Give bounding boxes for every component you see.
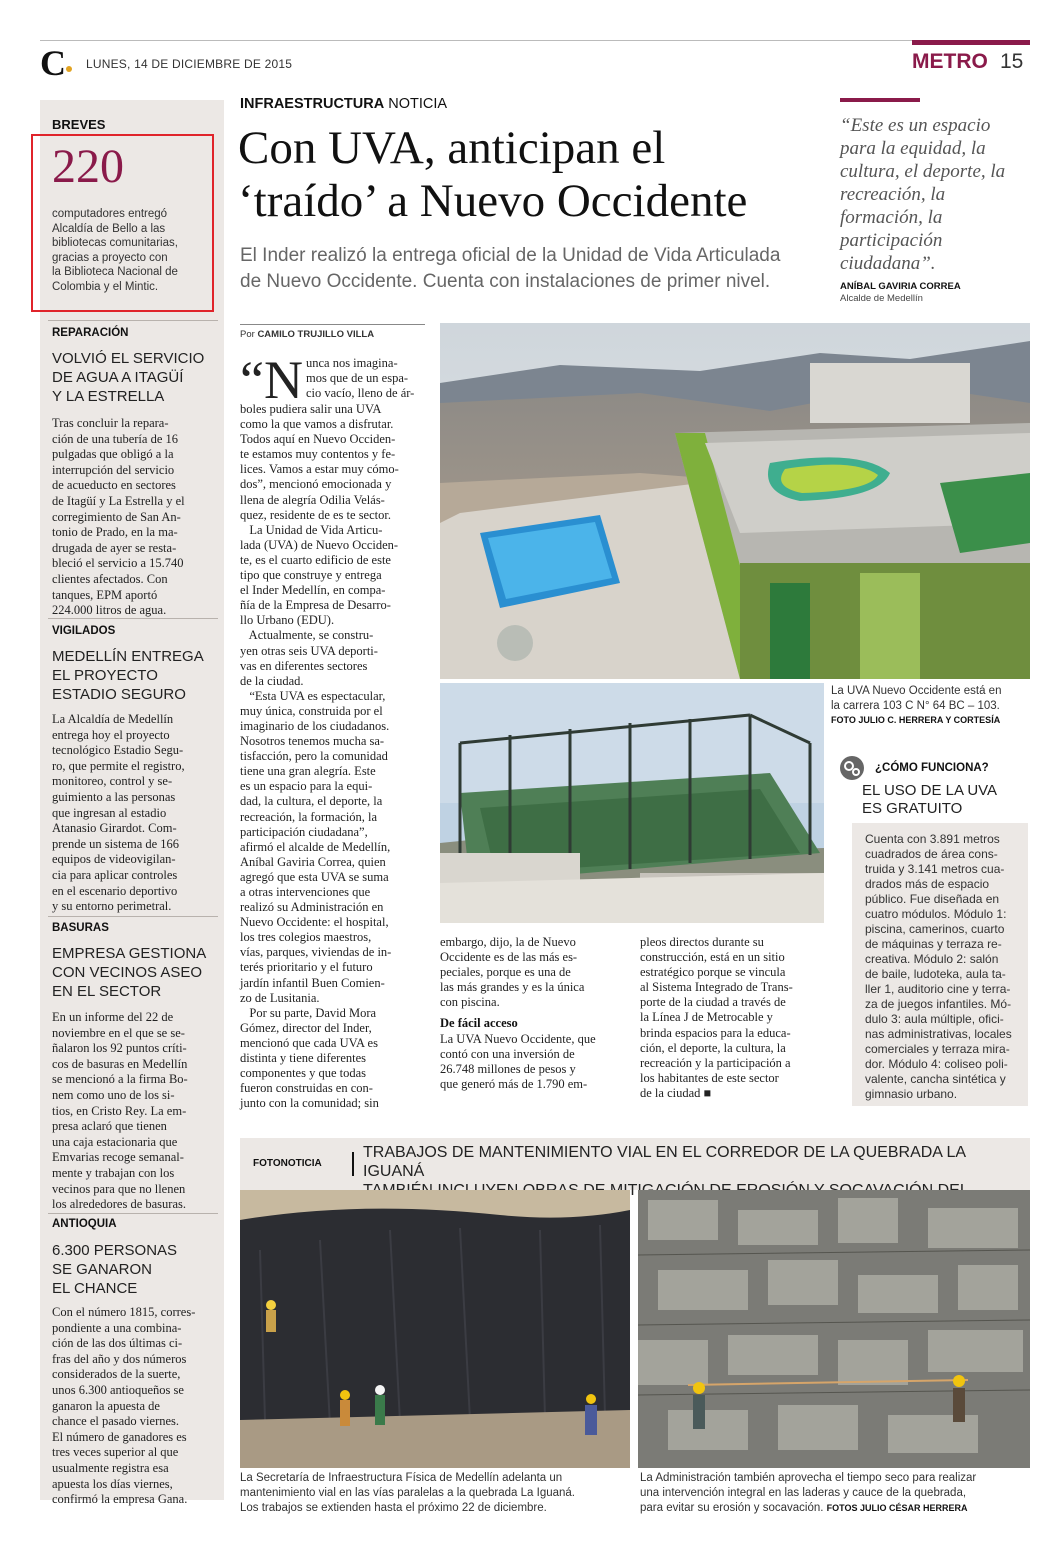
article-line: lices. Vamos a estar muy cómo-	[240, 462, 399, 477]
article-line: dad, la cultura, el deporte, la	[240, 794, 383, 809]
article-line: recreación, la formación, la	[240, 809, 378, 824]
fotonoticia-caption-left: La Secretaría de Infraestructura Física de Medellín adelanta un mantenimiento vial en las vías paralelas a la quebrada La Iguaná. Los trabajos se extienden hasta el próximo 22 de diciembre.	[240, 1472, 575, 1514]
article-column-2: embargo, dijo, la de Nuevo Occidente es de las más es- peciales, porque es una de las más grandes y es la única con piscina. De fácil acceso La UVA Nuevo Occidente, que contó con una inversión de 26.748 millones de pesos y que generó más de 1.790 em-	[440, 935, 625, 1092]
sidebar-item-label: VIGILADOS	[52, 625, 116, 637]
article-line: lada (UVA) de Nuevo Occiden-	[240, 537, 399, 552]
sidebar-item-headline: MEDELLÍN ENTREGA EL PROYECTO ESTADIO SEGURO	[52, 648, 204, 703]
article-line: Nuevo Occidente: el hospital,	[240, 915, 389, 930]
sidebar-item-label: REPARACIÓN	[52, 327, 129, 339]
uva-field-photo	[440, 683, 824, 923]
sidebar-item-body: La Alcaldía de Medellín entrega hoy el proyecto tecnológico Estadio Segu- ro, que permite el registro, monitoreo, control y se- guimiento a las personas que ingresan al estadio Atanasio Girardot. Com- prende un sistema de 166 equipos de videovigilan- cia para aplicar controles en el escenario deportivo y su entorno perimetral.	[52, 712, 185, 914]
sidebar-item-body: Tras concluir la repara- ción de una tubería de 16 pulgadas que obligó a la interrupción del servicio de acueducto en sectores de Itagüí y La Estrella y el corregimiento de San An- tonio de Prado, en la ma- drugada de ayer se resta- bleció el servicio a 15.740 clientes afectados. Con tanques, EPM aportó 224.000 litros de agua.	[52, 416, 185, 618]
article-line: boles pudiera salir una UVA	[240, 402, 382, 416]
article-line: llo Urbano (EDU).	[240, 613, 335, 628]
sidebar-rule	[48, 1213, 218, 1214]
article-line: Nosotros tenemos mucha sa-	[240, 734, 385, 749]
article-line: junto con la comunidad; sin	[240, 1096, 379, 1111]
article-line: agregó que esta UVA se suma	[240, 869, 389, 884]
sidebar-item-label: BASURAS	[52, 922, 109, 934]
article-column-1: “N unca nos imagina- mos que de un espa- cio vacío, lleno de ár- boles pudiera salir una UVA como la que vamos a disfrutar. Todos aquí en Nuevo Occiden- te estamos muy contentos y fe- lices. Vamos a estar muy cómo- dos”, mencionó emocionada y llena de alegría Odilia Velás- quez, residente de es te sector. La Unidad de Vida Articu- lada (UVA) de Nuevo Occiden- te, es el cuarto edificio de este tipo que construye y entrega el Inder Medellín, en compa- ñía de la Empresa de Desarro- llo Urbano (EDU). Actualmente, se constru- yen otras seis UVA deporti- vas en diferentes sectores de la ciudad. “Esta UVA es espectacular, muy única, construida por el imaginario de los ciudadanos. Nosotros tenemos mucha sa- tisfacción, pero la comunidad tiene una gran alegría. Este es un espacio para la equi- dad, la cultura, el deporte, la recreación, la formación, la participación ciudadana”, afirmó el alcalde de Medellín, Aníbal Gaviria Correa, quien agregó que esta UVA se suma a otras intervenciones que realizó su Administración en Nuevo Occidente: el hospital, los tres colegios maestros, vías, parques, viviendas de in- terés prioritario y el futuro jardín infantil Buen Comien- zo de Lusitania. Por su parte, David Mora Gómez, director del Inder, mencionó que cada UVA es distinta y tiene diferentes componentes y que todas fueron construidas en con- junto con la comunidad; sin	[240, 356, 425, 1111]
fotonoticia-caption-right: La Administración también aprovecha el tiempo seco para realizar una intervención integral en las laderas y cauce de la quebrada, para evitar su erosión y socavación. FOTOS JULIO CÉSAR HERRERA	[640, 1472, 977, 1514]
erosion-work-photo-left	[240, 1190, 630, 1468]
logo-dot	[66, 66, 72, 72]
article-line: Todos aquí en Nuevo Occiden-	[240, 432, 396, 447]
article-line: tipo que construye y entrega	[240, 568, 382, 583]
sidebar-rule	[48, 618, 218, 619]
article-line: afirmó el alcalde de Medellín,	[240, 839, 391, 854]
quote-bar	[840, 98, 920, 102]
section-bar	[912, 40, 1030, 45]
page-number: 15	[1000, 50, 1024, 73]
section-name: METRO	[912, 50, 988, 73]
article-line: Gómez, director del Inder,	[240, 1020, 372, 1035]
how-it-works-headline: EL USO DE LA UVA ES GRATUITO	[862, 782, 998, 817]
how-it-works-label: ¿CÓMO FUNCIONA?	[875, 762, 989, 774]
article-line: como la que vamos a disfrutar.	[240, 417, 394, 432]
article-line: terés prioritario y el futuro	[240, 960, 373, 975]
article-line: Por su parte, David Mora	[240, 1005, 377, 1020]
article-line: La Unidad de Vida Articu-	[240, 522, 383, 537]
article-line: a otras intervenciones que	[240, 885, 371, 899]
article-line: Actualmente, se constru-	[240, 628, 374, 643]
photo-caption: La UVA Nuevo Occidente está en la carrera 103 C N° 64 BC – 103.	[831, 685, 1002, 712]
quote-author: ANÍBAL GAVIRIA CORREA	[840, 281, 961, 292]
article-line: los tres colegios maestros,	[240, 930, 372, 945]
byline: Por CAMILO TRUJILLO VILLA	[240, 329, 375, 340]
article-line: distinta y tiene diferentes	[240, 1051, 367, 1066]
highlight-box	[31, 134, 214, 312]
article-line: muy única, construida por el	[240, 703, 383, 718]
article-line: “Esta UVA es espectacular,	[240, 688, 386, 703]
fotonoticia-credit: FOTOS JULIO CÉSAR HERRERA	[826, 1503, 968, 1513]
article-dek: El Inder realizó la entrega oficial de la Unidad de Vida Articulada de Nuevo Occidente. Cuenta con instalaciones de primer nivel.	[240, 245, 781, 292]
article-line: zo de Lusitania.	[240, 990, 320, 1005]
sidebar-item-headline: VOLVIÓ EL SERVICIO DE AGUA A ITAGÜÍ Y LA ESTRELLA	[52, 350, 205, 405]
gabion-wall-photo-right	[638, 1190, 1030, 1468]
article-line: participación ciudadana”,	[240, 824, 368, 839]
article-line: te estamos muy contentos y fe-	[240, 447, 396, 462]
photo-credit: FOTO JULIO C. HERRERA Y CORTESÍA	[831, 715, 1001, 725]
article-line: mencionó que cada UVA es	[240, 1035, 378, 1050]
sidebar-item-body: Con el número 1815, corres- pondiente a una combina- ción de las dos últimas ci- fras del año y dos números considerados de la suerte, unos 6.300 antioqueños se ganaron la apuesta de chance el pasado viernes. El número de ganadores es tres veces superior al que usualmente registra esa apuesta los días viernes, confirmó la empresa Gana.	[52, 1305, 196, 1507]
article-line: jardín infantil Buen Comien-	[240, 975, 385, 990]
article-line: tisfacción, pero la comunidad	[240, 749, 388, 764]
article-line: de la ciudad.	[240, 673, 304, 688]
article-line: el Inder Medellín, en compa-	[240, 583, 386, 598]
article-line: fueron construidas en con-	[240, 1081, 373, 1096]
stat-text: computadores entregó Alcaldía de Bello a las bibliotecas comunitarias, gracias a proyecto con la Biblioteca Nacional de Colombia y el Mintic.	[52, 208, 178, 293]
article-line: yen otras seis UVA deporti-	[240, 643, 378, 658]
sidebar-item-body: En un informe del 22 de noviembre en el que se se- ñalaron los 92 puntos críti- cos de basuras en Medellín se mencionó a la firma Bo- nem como uno de los si- tios, en Cristo Rey. La em- presa aclaró que tienen una caja estacionaria que Emvarias recoge semanal- mente y trabajan con los vecinos para que no llenen los alrededores de basuras.	[52, 1010, 188, 1212]
article-line: vías, parques, viviendas de in-	[240, 945, 392, 960]
article-line: imaginario de los ciudadanos.	[240, 718, 390, 733]
breves-label: BREVES	[52, 117, 106, 132]
pull-quote: “Este es un espacio para la equidad, la cultura, el deporte, la recreación, la formación, la participación ciudadana”.	[840, 115, 1006, 274]
sidebar-rule	[48, 320, 218, 321]
article-line: quez, residente de es te sector.	[240, 507, 391, 522]
article-line: componentes y que todas	[240, 1066, 367, 1081]
quote-role: Alcalde de Medellín	[840, 293, 923, 304]
byline-rule	[240, 324, 425, 325]
article-column-3: pleos directos durante su construcción, está en un sitio estratégico porque se vincula al Sistema Integrado de Trans- porte de la ciudad a través de la Línea J de Metrocable y brinda espacios para la educa- ción, el deporte, la cultura, la recreación y la participación a los habitantes de este sector de la ciudad ■	[640, 935, 793, 1100]
fotonoticia-label: FOTONOTICIA	[253, 1158, 322, 1169]
sidebar-rule	[48, 916, 218, 917]
article-line: ñía de la Empresa de Desarro-	[240, 598, 391, 613]
uva-aerial-photo	[440, 323, 1030, 679]
stat-number: 220	[52, 140, 124, 193]
article-line: llena de alegría Odilia Velás-	[240, 492, 385, 507]
issue-date: LUNES, 14 DE DICIEMBRE DE 2015	[86, 57, 293, 71]
article-headline: Con UVA, anticipan el ‘traído’ a Nuevo Occidente	[238, 122, 748, 227]
sidebar-item-label: ANTIOQUIA	[52, 1218, 117, 1230]
gears-icon	[840, 756, 864, 780]
top-rule	[40, 40, 1030, 41]
fotonoticia-separator	[352, 1152, 354, 1176]
article-line: vas en diferentes sectores	[240, 658, 368, 673]
article-line: es un espacio para la equi-	[240, 779, 373, 794]
sidebar-item-headline: 6.300 PERSONAS SE GANARON EL CHANCE	[52, 1242, 178, 1297]
article-line: dos”, mencionó emocionada y	[240, 477, 392, 492]
article-subhead: De fácil acceso	[440, 1016, 518, 1031]
newspaper-logo: C	[40, 43, 66, 83]
sidebar-item-headline: EMPRESA GESTIONA CON VECINOS ASEO EN EL SECTOR	[52, 945, 207, 1000]
article-line: te, es el cuarto edificio de este	[240, 552, 391, 567]
dropcap: “N	[240, 356, 303, 402]
article-line: Aníbal Gaviria Correa, quien	[240, 854, 386, 869]
article-line: realizó su Administración en	[240, 900, 384, 915]
article-line: tiene una gran alegría. Este	[240, 764, 376, 779]
how-it-works-body: Cuenta con 3.891 metros cuadrados de área cons- truida y 3.141 metros cua- drados más de espacio público. Fue diseñada en cuatro módulos. Módulo 1: piscina, camerinos, cuarto de máquinas y terraza re- creativa. Módulo 2: salón de baile, ludoteka, aula ta- ller 1, auditorio cine y terra- za de juegos infantiles. Mó- dulo 3: aula múltiple, ofici- nas administrativas, locales comerciales y terraza mira- dor. Módulo 4: coliseo poli- valente, cancha sintética y gimnasio urbano.	[865, 832, 1012, 1101]
fotonoticia-title: TRABAJOS DE MANTENIMIENTO VIAL EN EL CORREDOR DE LA QUEBRADA LA IGUANÁ	[363, 1144, 966, 1180]
article-kicker: INFRAESTRUCTURA NOTICIA	[240, 96, 448, 112]
